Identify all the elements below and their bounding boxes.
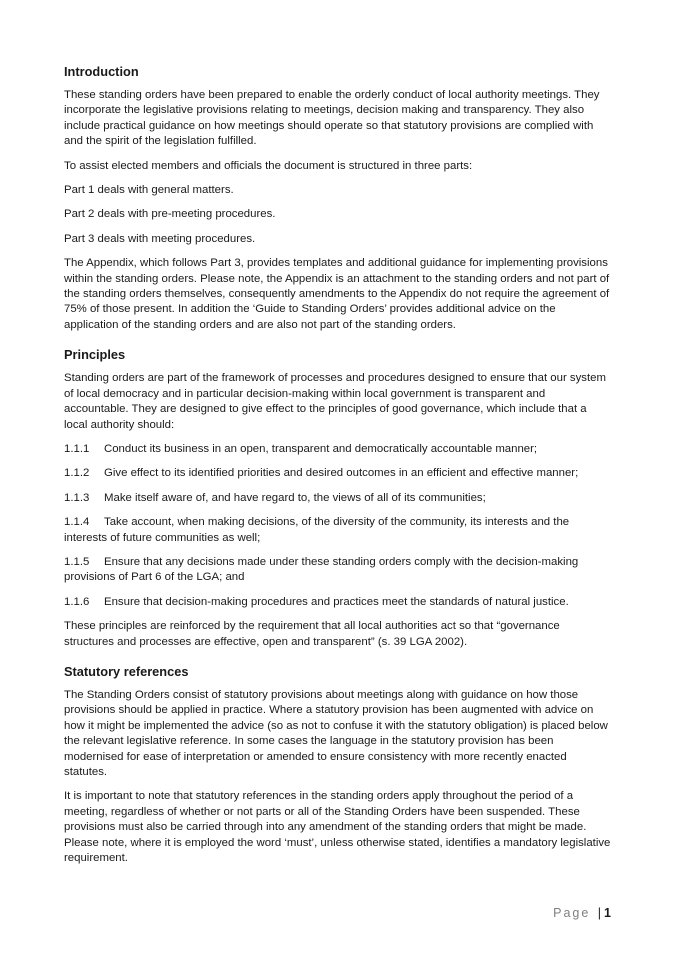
principles-section xyxy=(64,347,612,650)
principles-intro: Standing orders are part of the framework of processes and procedures designed to ensure that our system of local democracy and in particular decision-making within local government is transparent and accountable. They are designed to give effect to the principles of good governance, which include that a local authority should: xyxy=(64,372,606,431)
principles-heading: Principles xyxy=(64,347,126,363)
statutory-section xyxy=(64,664,612,866)
principle-text: Give effect to its identified priorities and desired outcomes in an efficient and effective manner; xyxy=(104,467,579,480)
structure-paragraph: To assist elected members and officials the document is structured in three parts: xyxy=(64,159,473,172)
part-2-line: Part 2 deals with pre-meeting procedures. xyxy=(64,208,276,221)
principle-text: Conduct its business in an open, transparent and democratically accountable manner; xyxy=(104,442,538,455)
principle-number: 1.1.5 xyxy=(64,555,90,568)
principle-text: Ensure that decision-making procedures and practices meet the standards of natural justice. xyxy=(104,595,569,608)
part-3-line: Part 3 deals with meeting procedures. xyxy=(64,232,256,245)
principle-number: 1.1.6 xyxy=(64,595,90,608)
principle-item xyxy=(64,466,612,481)
principle-item xyxy=(64,491,612,506)
principle-number: 1.1.4 xyxy=(64,516,90,529)
introduction-section xyxy=(64,64,612,333)
statutory-paragraph-1: The Standing Orders consist of statutory provisions about meetings along with guidance on how those provisions should be applied in practice. Where a statutory provision has been augmented with advice on how it might be implemented the advice (so as not to confuse it with the statutory obligation) is placed below the relevant legislative reference. In some cases the language in the statutory provision has been modernised for ease of interpretation or amended to ensure consistency with more recently enacted statutes. xyxy=(64,688,608,778)
statutory-heading: Statutory references xyxy=(64,663,189,679)
page-separator: | xyxy=(597,906,602,920)
page-footer xyxy=(553,906,611,920)
principle-item xyxy=(64,555,612,586)
page-number: 1 xyxy=(604,906,611,920)
principle-number: 1.1.3 xyxy=(64,491,90,504)
principle-text: Make itself aware of, and have regard to, the views of all of its communities; xyxy=(104,491,486,504)
statutory-paragraph-2: It is important to note that statutory references in the standing orders apply throughout the period of a meeting, regardless of whether or not parts or all of the Standing Orders have been suspended. These provisions must also be carried through into any amendment of the standing orders that might be made. Please note, where it is employed the word ‘must’, unless otherwise stated, identifies a mandatory legislative requirement. xyxy=(64,790,611,865)
principle-number: 1.1.1 xyxy=(64,442,90,455)
principles-closing: These principles are reinforced by the requirement that all local authorities act so that “governance structures and processes are effective, open and transparent” (s. 39 LGA 2002). xyxy=(64,620,560,648)
appendix-paragraph: The Appendix, which follows Part 3, provides templates and additional guidance for implementing provisions within the standing orders. Please note, the Appendix is an attachment to the standing orders and not part of the standing orders themselves, consequently amendments to the Appendix do not require the agreement of 75% of those present. In addition the ‘Guide to Standing Orders’ provides additional advice on the application of the standing orders and are also not part of the standing orders. xyxy=(64,257,610,331)
principle-item xyxy=(64,595,612,610)
principle-number: 1.1.2 xyxy=(64,467,90,480)
document-page xyxy=(64,64,612,875)
principle-text: Ensure that any decisions made under these standing orders comply with the decision-making provisions of Part 6 of the LGA; and xyxy=(64,555,579,584)
introduction-heading: Introduction xyxy=(64,64,139,79)
principle-item xyxy=(64,442,612,457)
principle-text: Take account, when making decisions, of the diversity of the community, its interests and the interests of future communities as well; xyxy=(64,516,570,544)
page-label: Page xyxy=(553,906,591,920)
principle-item xyxy=(64,515,612,546)
part-1-line: Part 1 deals with general matters. xyxy=(64,184,234,197)
introduction-paragraph: These standing orders have been prepared to enable the orderly conduct of local authority meetings. They incorporate the legislative provisions relating to meetings, decision making and transparency. They also include practical guidance on how meetings should operate so that statutory provisions are complied with and the spirit of the legislation fulfilled. xyxy=(64,89,600,148)
